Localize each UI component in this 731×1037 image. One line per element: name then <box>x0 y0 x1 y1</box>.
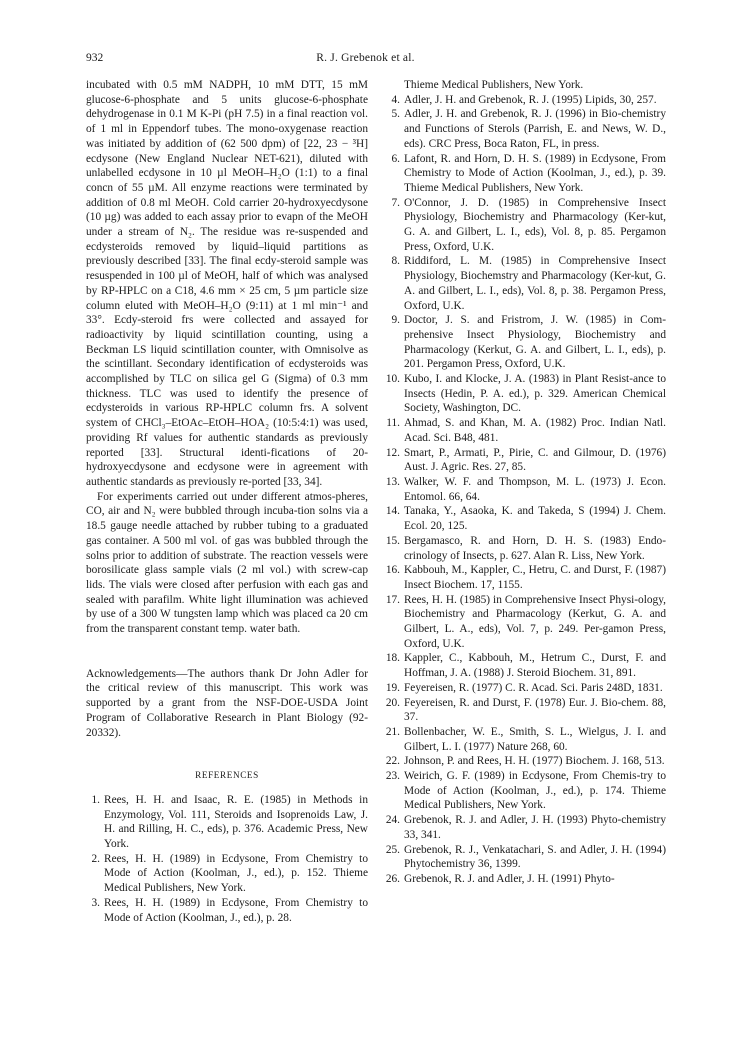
reference-number: 9. <box>391 314 400 327</box>
reference-text: Lafont, R. and Horn, D. H. S. (1989) in Ecdysone, From Chemistry to Mode of Action (Koolman, J., ed.), p. 39. Thieme Medical Publishers, New York. <box>404 152 666 194</box>
reference-number: 1. <box>91 793 100 806</box>
reference-item <box>384 475 666 504</box>
reference-number: 16. <box>385 564 400 577</box>
reference-number: 25. <box>385 843 400 856</box>
reference-number: 7. <box>391 196 400 209</box>
reference-text: Johnson, P. and Rees, H. H. (1977) Biochem. J. 168, 513. <box>404 755 665 768</box>
reference-text: Kappler, C., Kabbouh, M., Hetrum C., Durst, F. and Hoffman, J. A. (1988) J. Steroid Biochem. 31, 891. <box>404 652 666 680</box>
references-heading: REFERENCES <box>195 770 259 781</box>
reference-text: Adler, J. H. and Grebenok, R. J. (1996) in Bio-chemistry and Functions of Sterols (Parrish, E. and News, W. D., eds). CRC Press, Boca Raton, FL, in press. <box>404 108 666 150</box>
reference-number: 18. <box>385 652 400 665</box>
reference-item <box>384 843 666 872</box>
reference-item <box>384 593 666 652</box>
reference-number: 24. <box>385 814 400 827</box>
section-gap <box>86 637 368 667</box>
reference-text: Grebenok, R. J. and Adler, J. H. (1991) Phyto- <box>404 872 615 885</box>
reference-number: 3. <box>91 896 100 909</box>
reference-number: 15. <box>385 534 400 547</box>
reference-number: 14. <box>385 505 400 518</box>
reference-item <box>86 793 368 852</box>
reference-text: Kubo, I. and Klocke, J. A. (1983) in Plant Resist-ance to Insects (Hedin, P. A. ed.), p. 329. American Chemical Society, Washington, DC. <box>404 373 666 415</box>
reference-text: Rees, H. H. (1989) in Ecdysone, From Chemistry to Mode of Action (Koolman, J., ed.), p. 28. <box>104 896 368 924</box>
reference-item <box>384 696 666 725</box>
reference-item <box>384 534 666 563</box>
reference-text: Rees, H. H. and Isaac, R. E. (1985) in Methods in Enzymology, Vol. 111, Steroids and Isoprenoids Law, J. H. and Rilling, H. C., eds), p. 376. Academic Press, New York. <box>104 793 368 851</box>
reference-text: Rees, H. H. (1985) in Comprehensive Insect Physi-ology, Biochemistry and Pharmacology (Kerkut, G. A. and Gilbert, L. A., eds), Vol. 7, p. 249. Per-gamon Press, Oxford, U.K. <box>404 593 666 650</box>
reference-text: Bollenbacher, W. E., Smith, S. L., Wielgus, J. I. and Gilbert, L. I. (1977) Nature 268, 60. <box>404 725 666 753</box>
reference-text: Bergamasco, R. and Horn, D. H. S. (1983) Endo-crinology of Insects, p. 627. Alan R. Liss, New York. <box>404 534 666 562</box>
reference-item <box>384 651 666 680</box>
reference-continuation: Thieme Medical Publishers, New York. <box>404 79 584 91</box>
reference-number: 10. <box>385 373 400 386</box>
methods-paragraph-1: incubated with 0.5 mM NADPH, 10 mM DTT, 15 mM glucose-6-phosphate and 5 units glucose-6-phosphate dehydrogenase in 0.1 M K-Pi (pH 7.5) in a final reaction vol. of 1 ml in Eppendorf tubes. The mono-oxygenase reaction was initiated by addition of (62 500 dpm) of [22, 23 − ³H] ecdysone (New England Nuclear NET-621), diluted with unlabelled ecdysone in 10 µl MeOH–H₂O (1:1) to a final concn of 55 µM. All enzyme reactions were terminated by addition of 0.8 ml MeOH. Cold carrier 20-hydroxyecdysone (10 µg) was added to each assay prior to evapn of the MeOH under a stream of N₂. The residue was re-suspended and ecdysteroids removed by liquid–liquid partitions as previously described [33]. The final ecdy-steroid sample was resuspended in 100 µl of MeOH, half of which was analysed by RP-HPLC on a C18, 4.6 mm × 25 cm, 5 µm particle size column eluted with MeOH–H₂O (9:11) at 1 ml min⁻¹ and 33°. Ecdy-steroid frs were collected and assayed for radioactivity by liquid scintillation counting, using a Beckman LS liquid scintillation counter, with Omnisolve as the scintillant. Secondary identification of ecdysteroids was accomplished by TLC on silica gel G (Sigma) of 0.3 mm thickness. TLC was used to identify the presence of ecdysteroids in various RP-HPLC column frs. A solvent system of CHCl₃–EtOAc–EtOH–HOA₂ (10:5:4:1) was used, providing Rf values for authentic standards as previously reported [33]. Structural identi-fications of 20-hydroxyecdysone and ecdysone were in agreement with authentic standards as previously re-ported [33, 34]. <box>86 79 368 488</box>
reference-item <box>384 813 666 842</box>
reference-item <box>384 504 666 533</box>
reference-item <box>384 107 666 151</box>
reference-item <box>384 754 666 769</box>
reference-text: Grebenok, R. J., Venkatachari, S. and Adler, J. H. (1994) Phytochemistry 36, 1399. <box>404 843 666 871</box>
reference-text: Grebenok, R. J. and Adler, J. H. (1993) Phyto-chemistry 33, 341. <box>404 814 666 841</box>
running-title: R. J. Grebenok et al. <box>316 52 415 64</box>
methods-paragraph-2: For experiments carried out under different atmos-pheres, CO, air and N₂ were bubbled through incuba-tion solns via a 18.5 gauge needle attached by rubber tubing to a graduated gas container. A 500 ml vol. of gas was bubbled through the solns prior to addition of substrate. The reaction vessels were borosilicate glass sample vials (2 ml vol.) with screw-cap lids. The vials were closed after perfusion with each gas and sealed with parafilm. White light illumination was achieved by use of a 300 W tungsten lamp which was placed ca 20 cm from the transparent constant temp. water bath. <box>86 490 368 636</box>
reference-number: 12. <box>385 446 400 459</box>
reference-text: Weirich, G. F. (1989) in Ecdysone, From Chemis-try to Mode of Action (Koolman, J., ed.), p. 174. Thieme Medical Publishers, New York. <box>404 770 666 812</box>
reference-item <box>384 372 666 416</box>
reference-number: 26. <box>385 872 400 885</box>
reference-item <box>384 93 666 108</box>
reference-number: 11. <box>386 417 400 430</box>
reference-number: 6. <box>391 152 400 165</box>
reference-item <box>384 313 666 372</box>
reference-number: 17. <box>385 593 400 606</box>
references-list-left <box>86 793 368 925</box>
reference-number: 2. <box>91 852 100 865</box>
reference-item <box>384 416 666 445</box>
reference-number: 19. <box>385 681 400 694</box>
reference-text: Rees, H. H. (1989) in Ecdysone, From Chemistry to Mode of Action (Koolman, J., ed.), p. 152. Thieme Medical Publishers, New York. <box>104 852 368 895</box>
left-column <box>86 78 368 925</box>
reference-item <box>86 896 368 925</box>
reference-text: Tanaka, Y., Asaoka, K. and Takeda, S (1994) J. Chem. Ecol. 20, 125. <box>404 505 666 533</box>
reference-text: Kabbouh, M., Kappler, C., Hetru, C. and Durst, F. (1987) Insect Biochem. 17, 1155. <box>404 564 666 591</box>
reference-number: 5. <box>391 108 400 121</box>
reference-text: Feyereisen, R. (1977) C. R. Acad. Sci. Paris 248D, 1831. <box>404 681 663 694</box>
references-list-right <box>384 93 666 887</box>
reference-item <box>384 681 666 696</box>
reference-item <box>384 446 666 475</box>
reference-number: 23. <box>385 770 400 783</box>
reference-number: 21. <box>385 725 400 738</box>
reference-text: Walker, W. F. and Thompson, M. L. (1973) J. Econ. Entomol. 66, 64. <box>404 475 666 503</box>
reference-item <box>86 852 368 896</box>
reference-number: 8. <box>391 255 400 268</box>
reference-item <box>384 872 666 887</box>
reference-item <box>384 254 666 313</box>
reference-text: Feyereisen, R. and Durst, F. (1978) Eur. J. Bio-chem. 88, 37. <box>404 696 666 724</box>
reference-item <box>384 563 666 592</box>
reference-item <box>384 725 666 754</box>
reference-text: O'Connor, J. D. (1985) in Comprehensive Insect Physiology, Biochemistry and Pharmacology (Ker-kut, G. A. and Gilbert, L. I., eds), Vol. 8, p. 85. Pergamon Press, Oxford, U.K. <box>404 196 666 253</box>
reference-number: 4. <box>391 93 400 106</box>
reference-item <box>384 152 666 196</box>
reference-text: Ahmad, S. and Khan, M. A. (1982) Proc. Indian Natl. Acad. Sci. B48, 481. <box>404 417 666 444</box>
reference-text: Riddiford, L. M. (1985) in Comprehensive Insect Physiology, Biochemstry and Pharmacology (Ker-kut, G. A. and Gilbert, L. I., eds), Vol. 8, p. 38. Pergamon Press, Oxford, U.K. <box>404 255 666 312</box>
page-number: 932 <box>86 52 104 64</box>
right-column <box>384 78 666 887</box>
reference-number: 20. <box>385 696 400 709</box>
reference-number: 13. <box>385 475 400 488</box>
reference-item <box>384 769 666 813</box>
reference-text: Adler, J. H. and Grebenok, R. J. (1995) Lipids, 30, 257. <box>404 93 657 106</box>
reference-text: Doctor, J. S. and Fristrom, J. W. (1985) in Com-prehensive Insect Physiology, Biochemistry and Pharmacology (Kerkut, G. A. and Gilbert, L. I., eds), p. 201. Pergamon Press, Oxford, U.K. <box>404 314 666 371</box>
acknowledgements: Acknowledgements—The authors thank Dr John Adler for the critical review of this manuscript. This work was supported by a grant from the NSF-DOE-USDA Joint Program of Collaborative Research in Plant Biology (92-20332). <box>86 667 368 739</box>
reference-item <box>384 196 666 255</box>
reference-number: 22. <box>385 755 400 768</box>
reference-text: Smart, P., Armati, P., Pirie, C. and Gilmour, D. (1976) Aust. J. Agric. Res. 27, 85. <box>404 446 666 474</box>
